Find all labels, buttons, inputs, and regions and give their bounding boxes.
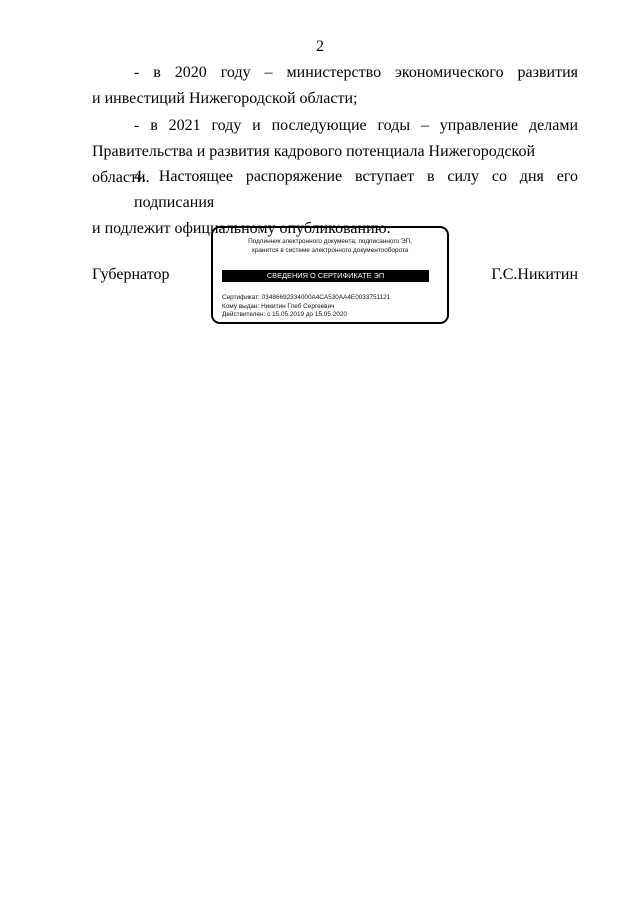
- signer-name: Г.С.Никитин: [491, 266, 578, 283]
- stamp-certificate: Сертификат: 03486692334000A4CA530AA4E0033751121: [222, 294, 391, 301]
- paragraph-line: 4. Настоящее распоряжение вступает в силу со дня его подписания: [134, 168, 578, 211]
- paragraph-line: и подлежит официальному опубликованию.: [92, 220, 391, 237]
- e-signature-stamp: [211, 226, 449, 324]
- stamp-heading-line: хранится в системе электронного документооборота: [251, 247, 409, 254]
- stamp-title-bar: СВЕДЕНИЯ О СЕРТИФИКАТЕ ЭП: [222, 270, 429, 282]
- signer-role: Губернатор: [92, 266, 170, 283]
- stamp-heading: [213, 237, 447, 255]
- paragraph-line: Правительства и развития кадрового потенциала Нижегородской области.: [92, 143, 536, 186]
- paragraph-line: и инвестиций Нижегородской области;: [92, 90, 358, 107]
- paragraph-line: - в 2021 году и последующие годы – управление делами: [134, 117, 578, 134]
- page-number: 2: [316, 38, 324, 55]
- stamp-details: [222, 294, 390, 320]
- stamp-issued-to: Кому выдан: Никитин Глеб Сергеевич: [222, 302, 335, 310]
- paragraph-line: - в 2020 году – министерство экономического развития: [134, 64, 578, 81]
- paragraph-2020: [92, 60, 578, 112]
- stamp-heading-line: Подлинник электронного документа, подписанного ЭП,: [248, 238, 412, 245]
- stamp-validity: Действителен: с 15.05.2019 до 15.05.2020: [222, 311, 347, 319]
